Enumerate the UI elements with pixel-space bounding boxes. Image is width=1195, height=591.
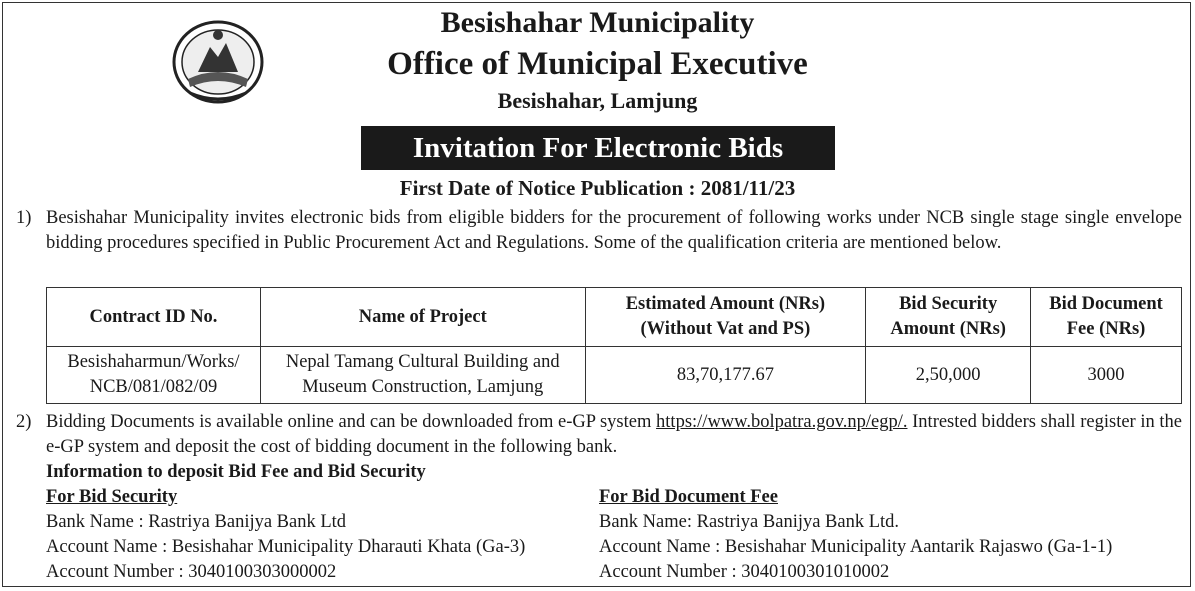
notice-banner: Invitation For Electronic Bids: [361, 126, 835, 170]
cell-estimated: 83,70,177.67: [585, 347, 866, 404]
publication-date: First Date of Notice Publication : 2081/11/23: [399, 176, 796, 200]
table-row: [47, 347, 1182, 404]
bid-security-account-name: Account Name : Besishahar Municipality Dharauti Khata (Ga-3): [46, 537, 526, 557]
cell-fee: 3000: [1031, 347, 1182, 404]
office-location: Besishahar, Lamjung: [497, 88, 698, 113]
header-contract-id: Contract ID No.: [47, 288, 261, 347]
header-estimated: Estimated Amount (NRs) (Without Vat and PS): [585, 288, 866, 347]
deposit-heading: Information to deposit Bid Fee and Bid Security: [46, 462, 426, 482]
section-2-number: 2): [16, 412, 32, 432]
egp-link[interactable]: https://www.bolpatra.gov.np/egp/.: [656, 412, 908, 432]
header-fee: Bid Document Fee (NRs): [1031, 288, 1182, 347]
section-1-number: 1): [16, 208, 32, 228]
header-security: Bid Security Amount (NRs): [866, 288, 1031, 347]
table-header-row: [47, 288, 1182, 347]
bid-security-account-number: Account Number : 3040100303000002: [46, 562, 337, 582]
office-name: Office of Municipal Executive: [387, 46, 808, 82]
municipality-name: Besishahar Municipality: [440, 6, 755, 39]
cell-security: 2,50,000: [866, 347, 1031, 404]
cell-project: Nepal Tamang Cultural Building and Museum Construction, Lamjung: [260, 347, 585, 404]
bid-fee-account-number: Account Number : 3040100301010002: [599, 562, 890, 582]
cell-contract-id: Besishaharmun/Works/ NCB/081/082/09: [47, 347, 261, 404]
header-project: Name of Project: [260, 288, 585, 347]
bid-fee-account-name: Account Name : Besishahar Municipality Aantarik Rajaswo (Ga-1-1): [599, 537, 1113, 557]
bid-fee-bank: Bank Name: Rastriya Banijya Bank Ltd.: [599, 512, 900, 532]
bid-security-heading: For Bid Security: [46, 487, 178, 507]
bid-fee-heading: For Bid Document Fee: [599, 487, 778, 507]
section-1-text: Besishahar Municipality invites electronic bids from eligible bidders for the procurement of following works under NCB single stage single envelope bidding procedures specified in Public Procurement Act and Regulations. Some of the qualification criteria are mentioned below.: [46, 208, 1182, 253]
bid-security-bank: Bank Name : Rastriya Banijya Bank Ltd: [46, 512, 347, 532]
bid-table: [46, 287, 1182, 404]
section-2-text: Bidding Documents is available online and can be downloaded from e-GP system https://www.bolpatra.gov.np/egp/. Intrested bidders shall register in the e-GP system and deposit the cost of bidding document in the following bank.: [46, 412, 1182, 457]
